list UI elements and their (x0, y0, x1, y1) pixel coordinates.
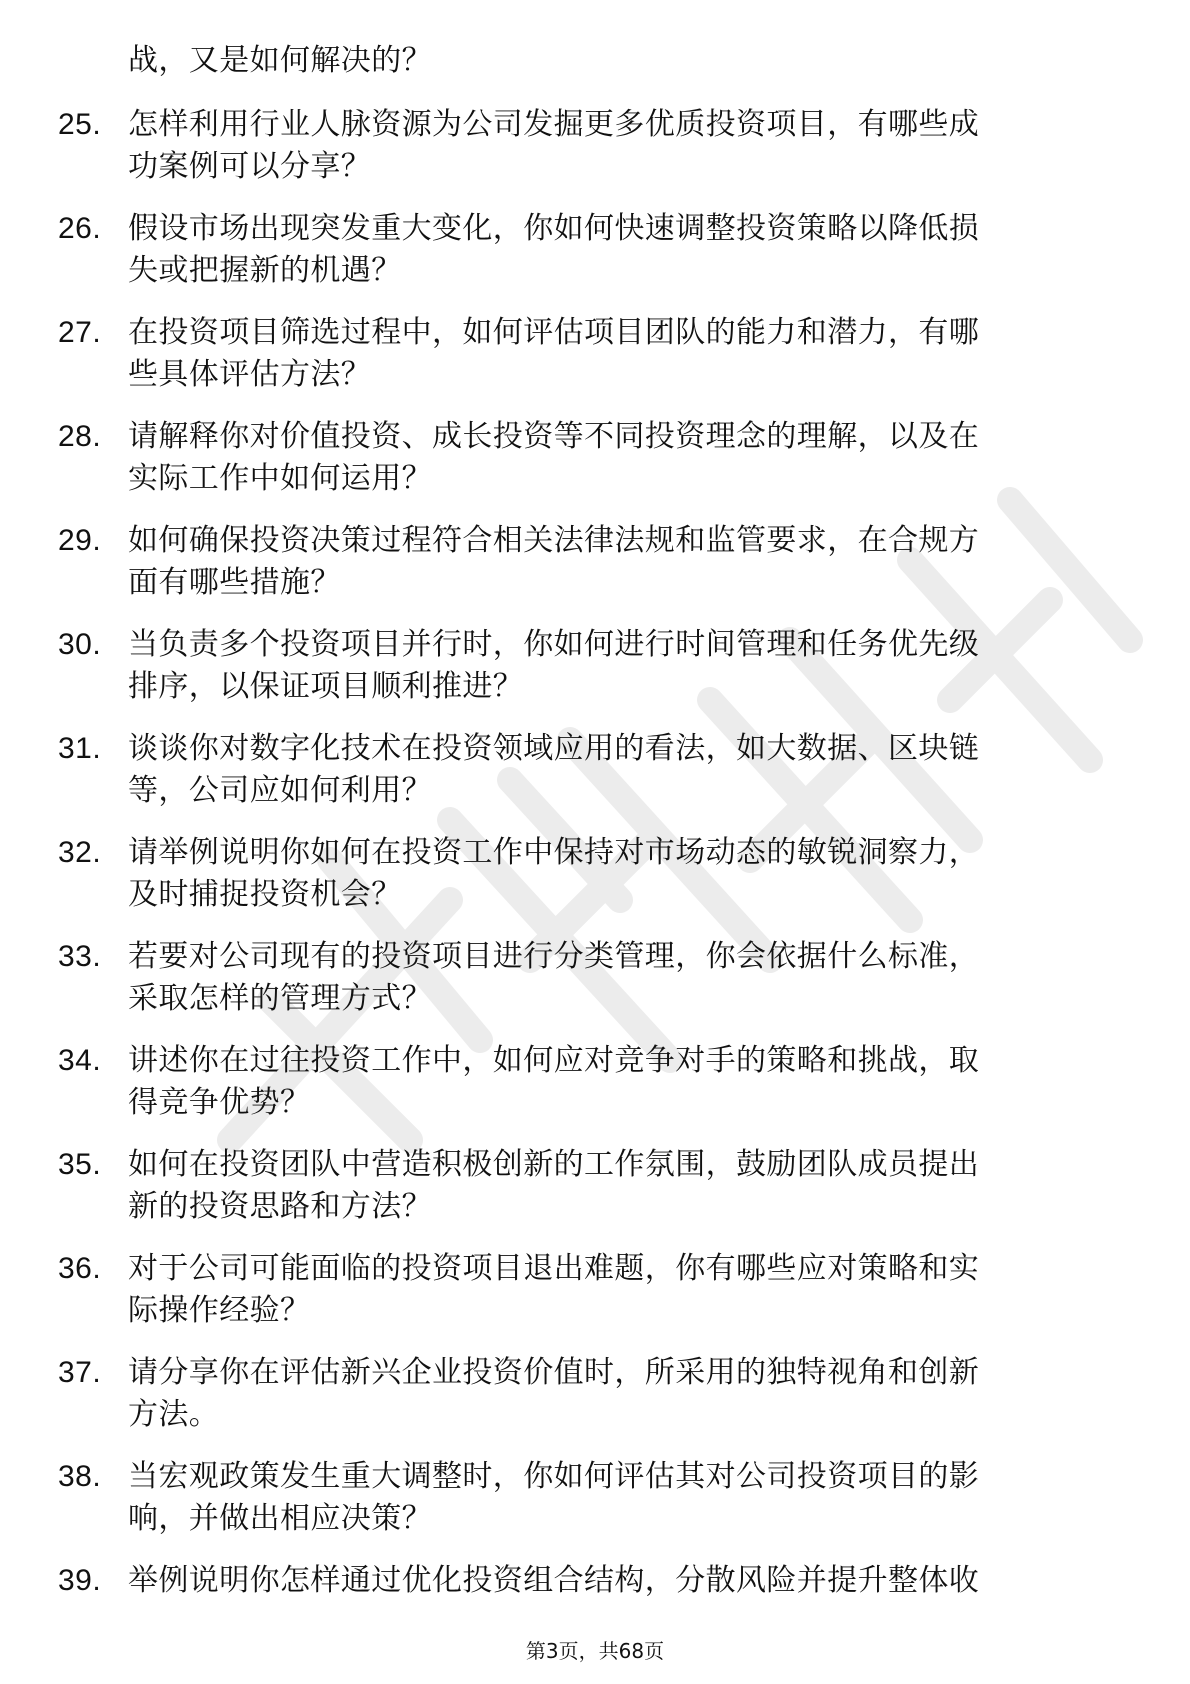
page-footer: 第3页，共68页 (525, 1639, 665, 1663)
question-line: 排序，以保证项目顺利推进？ (128, 669, 524, 704)
question-text (128, 104, 1128, 188)
question-text (128, 1248, 1128, 1332)
question-text (128, 520, 1128, 604)
question-line: 战，又是如何解决的？ (128, 43, 432, 78)
question-text (128, 1144, 1128, 1228)
list-item (0, 1248, 1190, 1332)
list-item (0, 520, 1190, 604)
question-number: 36. (58, 1252, 102, 1285)
question-text (128, 40, 1128, 82)
question-number: 25. (58, 108, 102, 141)
question-line: 得竞争优势？ (128, 1085, 311, 1120)
question-line: 当宏观政策发生重大调整时，你如何评估其对公司投资项目的影 (128, 1459, 980, 1494)
question-number: 30. (58, 628, 102, 661)
question-number: 39. (58, 1564, 102, 1597)
question-number: 29. (58, 524, 102, 557)
list-item (0, 1040, 1190, 1124)
question-line: 假设市场出现突发重大变化，你如何快速调整投资策略以降低损 (128, 211, 980, 246)
question-number: 34. (58, 1044, 102, 1077)
list-item (0, 832, 1190, 916)
question-line: 若要对公司现有的投资项目进行分类管理，你会依据什么标准， (128, 939, 980, 974)
question-line: 功案例可以分享？ (128, 149, 372, 184)
question-line: 响，并做出相应决策？ (128, 1501, 432, 1536)
list-item (0, 104, 1190, 188)
list-item (0, 936, 1190, 1020)
list-item (0, 312, 1190, 396)
question-text (128, 416, 1128, 500)
question-text (128, 208, 1128, 292)
question-line: 谈谈你对数字化技术在投资领域应用的看法，如大数据、区块链 (128, 731, 980, 766)
question-line: 采取怎样的管理方式？ (128, 981, 432, 1016)
list-item (0, 40, 1190, 82)
list-item (0, 208, 1190, 292)
question-number: 38. (58, 1460, 102, 1493)
list-item (0, 1456, 1190, 1540)
list-item (0, 1144, 1190, 1228)
question-number: 33. (58, 940, 102, 973)
list-item (0, 624, 1190, 708)
question-line: 些具体评估方法？ (128, 357, 372, 392)
question-text (128, 1352, 1128, 1436)
question-line: 请分享你在评估新兴企业投资价值时，所采用的独特视角和创新 (128, 1355, 980, 1390)
question-list (0, 40, 1190, 1622)
question-number: 35. (58, 1148, 102, 1181)
question-line: 讲述你在过往投资工作中，如何应对竞争对手的策略和挑战，取 (128, 1043, 980, 1078)
question-line: 请解释你对价值投资、成长投资等不同投资理念的理解，以及在 (128, 419, 980, 454)
question-line: 在投资项目筛选过程中，如何评估项目团队的能力和潜力，有哪 (128, 315, 980, 350)
list-item (0, 1352, 1190, 1436)
question-number: 27. (58, 316, 102, 349)
question-line: 如何在投资团队中营造积极创新的工作氛围，鼓励团队成员提出 (128, 1147, 980, 1182)
question-number: 31. (58, 732, 102, 765)
question-line: 及时捕捉投资机会？ (128, 877, 402, 912)
question-number: 32. (58, 836, 102, 869)
question-text (128, 1456, 1128, 1540)
question-text (128, 728, 1128, 812)
question-line: 实际工作中如何运用？ (128, 461, 432, 496)
question-line: 怎样利用行业人脉资源为公司发掘更多优质投资项目，有哪些成 (128, 107, 980, 142)
question-line: 如何确保投资决策过程符合相关法律法规和监管要求，在合规方 (128, 523, 980, 558)
question-line: 对于公司可能面临的投资项目退出难题，你有哪些应对策略和实 (128, 1251, 980, 1286)
question-text (128, 1040, 1128, 1124)
list-item (0, 728, 1190, 812)
question-number: 26. (58, 212, 102, 245)
question-text (128, 624, 1128, 708)
question-text (128, 1560, 1128, 1602)
question-text (128, 936, 1128, 1020)
question-line: 当负责多个投资项目并行时，你如何进行时间管理和任务优先级 (128, 627, 980, 662)
question-line: 面有哪些措施？ (128, 565, 341, 600)
question-number: 37. (58, 1356, 102, 1389)
question-line: 请举例说明你如何在投资工作中保持对市场动态的敏锐洞察力， (128, 835, 980, 870)
question-line: 新的投资思路和方法？ (128, 1189, 432, 1224)
question-line: 举例说明你怎样通过优化投资组合结构，分散风险并提升整体收 (128, 1563, 980, 1598)
question-line: 际操作经验？ (128, 1293, 311, 1328)
question-line: 方法。 (128, 1397, 220, 1432)
question-line: 失或把握新的机遇？ (128, 253, 402, 288)
question-number: 28. (58, 420, 102, 453)
list-item (0, 1560, 1190, 1602)
question-text (128, 312, 1128, 396)
question-text (128, 832, 1128, 916)
list-item (0, 416, 1190, 500)
question-line: 等，公司应如何利用？ (128, 773, 432, 808)
